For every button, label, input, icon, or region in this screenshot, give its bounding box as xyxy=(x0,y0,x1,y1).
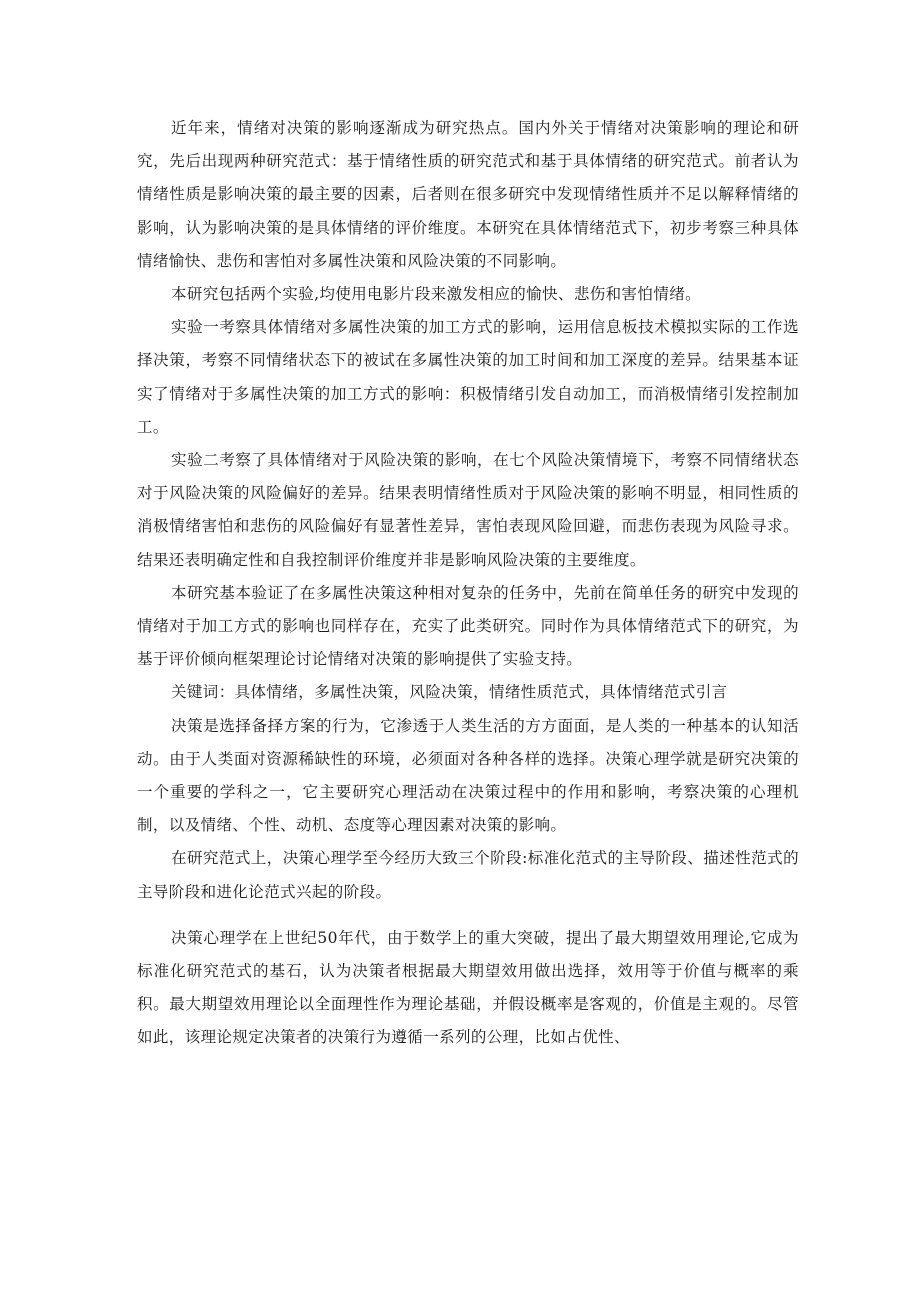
paragraph-keywords: 关键词：具体情绪，多属性决策，风险决策，情绪性质范式，具体情绪范式引言 xyxy=(171,683,728,702)
paragraph-conclusion: 本研究基本验证了在多属性决策这种相对复杂的任务中，先前在简单任务的研究中发现的情绪对于加工方式的影响也同样存在，充实了此类研究。同时作为具体情绪范式下的研究，为基于评价倾向框架理论讨论情绪对决策的影响提供了实验支持。 xyxy=(137,583,799,669)
paragraph-abstract-intro: 近年来，情绪对决策的影响逐渐成为研究热点。国内外关于情绪对决策影响的理论和研究，先后出现两种研究范式：基于情绪性质的研究范式和基于具体情绪的研究范式。前者认为情绪性质是影响决策的最主要的因素，后者则在很多研究中发现情绪性质并不足以解释情绪的影响，认为影响决策的是具体情绪的评价维度。本研究在具体情绪范式下，初步考察三种具体情绪愉快、悲伤和害怕对多属性决策和风险决策的不同影响。 xyxy=(137,119,799,270)
paragraph-decision-definition: 决策是选择备择方案的行为，它渗透于人类生活的方方面面，是人类的一种基本的认知活动。由于人类面对资源稀缺性的环境，必须面对各种各样的选择。决策心理学就是研究决策的一个重要的学科之一，它主要研究心理活动在决策过程中的作用和影响，考察决策的心理机制，以及情绪、个性、动机、态度等心理因素对决策的影响。 xyxy=(137,716,799,835)
paragraph-experiment-two: 实验二考察了具体情绪对于风险决策的影响，在七个风险决策情境下，考察不同情绪状态对于风险决策的风险偏好的差异。结果表明情绪性质对于风险决策的影响不明显，相同性质的消极情绪害怕和悲伤的风险偏好有显著性差异，害怕表现风险回避，而悲伤表现为风险寻求。结果还表明确定性和自我控制评价维度并非是影响风险决策的主要维度。 xyxy=(137,451,799,569)
paragraph-expected-utility: 决策心理学在上世纪50年代，由于数学上的重大突破，提出了最大期望效用理论,它成为标准化研究范式的基石，认为决策者根据最大期望效用做出选择，效用等于价值与概率的乘积。最大期望效用理论以全面理性作为理论基础，并假设概率是客观的，价值是主观的。尽管如此，该理论规定决策者的决策行为遵循一系列的公理，比如占优性、 xyxy=(137,928,799,1047)
document-body xyxy=(137,112,799,1055)
paragraph-method: 本研究包括两个实验,均使用电影片段来激发相应的愉快、悲伤和害怕情绪。 xyxy=(171,285,702,304)
paragraph-experiment-one: 实验一考察具体情绪对多属性决策的加工方式的影响，运用信息板技术模拟实际的工作选择决策，考察不同情绪状态下的被试在多属性决策的加工时间和加工深度的差异。结果基本证实了情绪对于多属性决策的加工方式的影响：积极情绪引发自动加工，而消极情绪引发控制加工。 xyxy=(137,318,799,436)
paragraph-research-paradigms: 在研究范式上，决策心理学至今经历大致三个阶段:标准化范式的主导阶段、描述性范式的主导阶段和进化论范式兴起的阶段。 xyxy=(137,849,799,901)
